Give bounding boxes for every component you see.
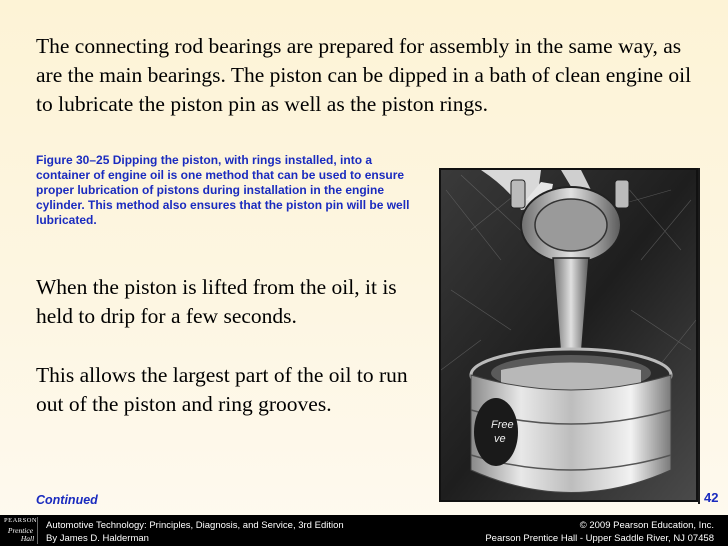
can-label — [474, 398, 518, 466]
body-paragraph-2: This allows the largest part of the oil to run out of the piston and ring grooves. — [36, 363, 408, 416]
footer-publisher-line: Pearson Prentice Hall - Upper Saddle River, NJ 07458 — [485, 533, 714, 544]
footer-author: By James D. Halderman — [46, 533, 149, 544]
footer-copyright — [485, 519, 714, 545]
footer-bar — [0, 515, 728, 546]
body-paragraph-1: When the piston is lifted from the oil, it is held to drip for a few seconds. — [36, 275, 397, 328]
intro-text: The connecting rod bearings are prepared for assembly in the same way, as are the main bearings. The piston can be dipped in a bath of clean engine oil to lubricate the piston pin as well as the piston rings. — [36, 34, 692, 116]
logo-line-1: PEARSON — [4, 517, 38, 524]
footer-copyright-line: © 2009 Pearson Education, Inc. — [579, 520, 714, 531]
footer-book-title: Automotive Technology: Principles, Diagnosis, and Service, 3rd Edition — [46, 520, 344, 531]
footer-book-info — [46, 519, 344, 545]
continued-label: Continued — [36, 493, 98, 507]
page-number: 42 — [704, 490, 719, 505]
logo-line-2: Prentice — [7, 525, 34, 535]
photo-divider — [698, 168, 700, 504]
logo-line-3: Hall — [20, 534, 35, 543]
figure-photo — [439, 168, 698, 502]
can-label-text-2: ve — [494, 433, 506, 445]
pearson-prentice-hall-logo — [4, 517, 38, 544]
can-label-text-1: Free — [491, 419, 514, 431]
figure-caption: Figure 30–25 Dipping the piston, with rings installed, into a container of engine oil is one method that can be used to ensure proper lubrication of pistons during installation in the engine cylinder. This method also ensures that the piston pin will be well lubricated. — [36, 153, 410, 227]
